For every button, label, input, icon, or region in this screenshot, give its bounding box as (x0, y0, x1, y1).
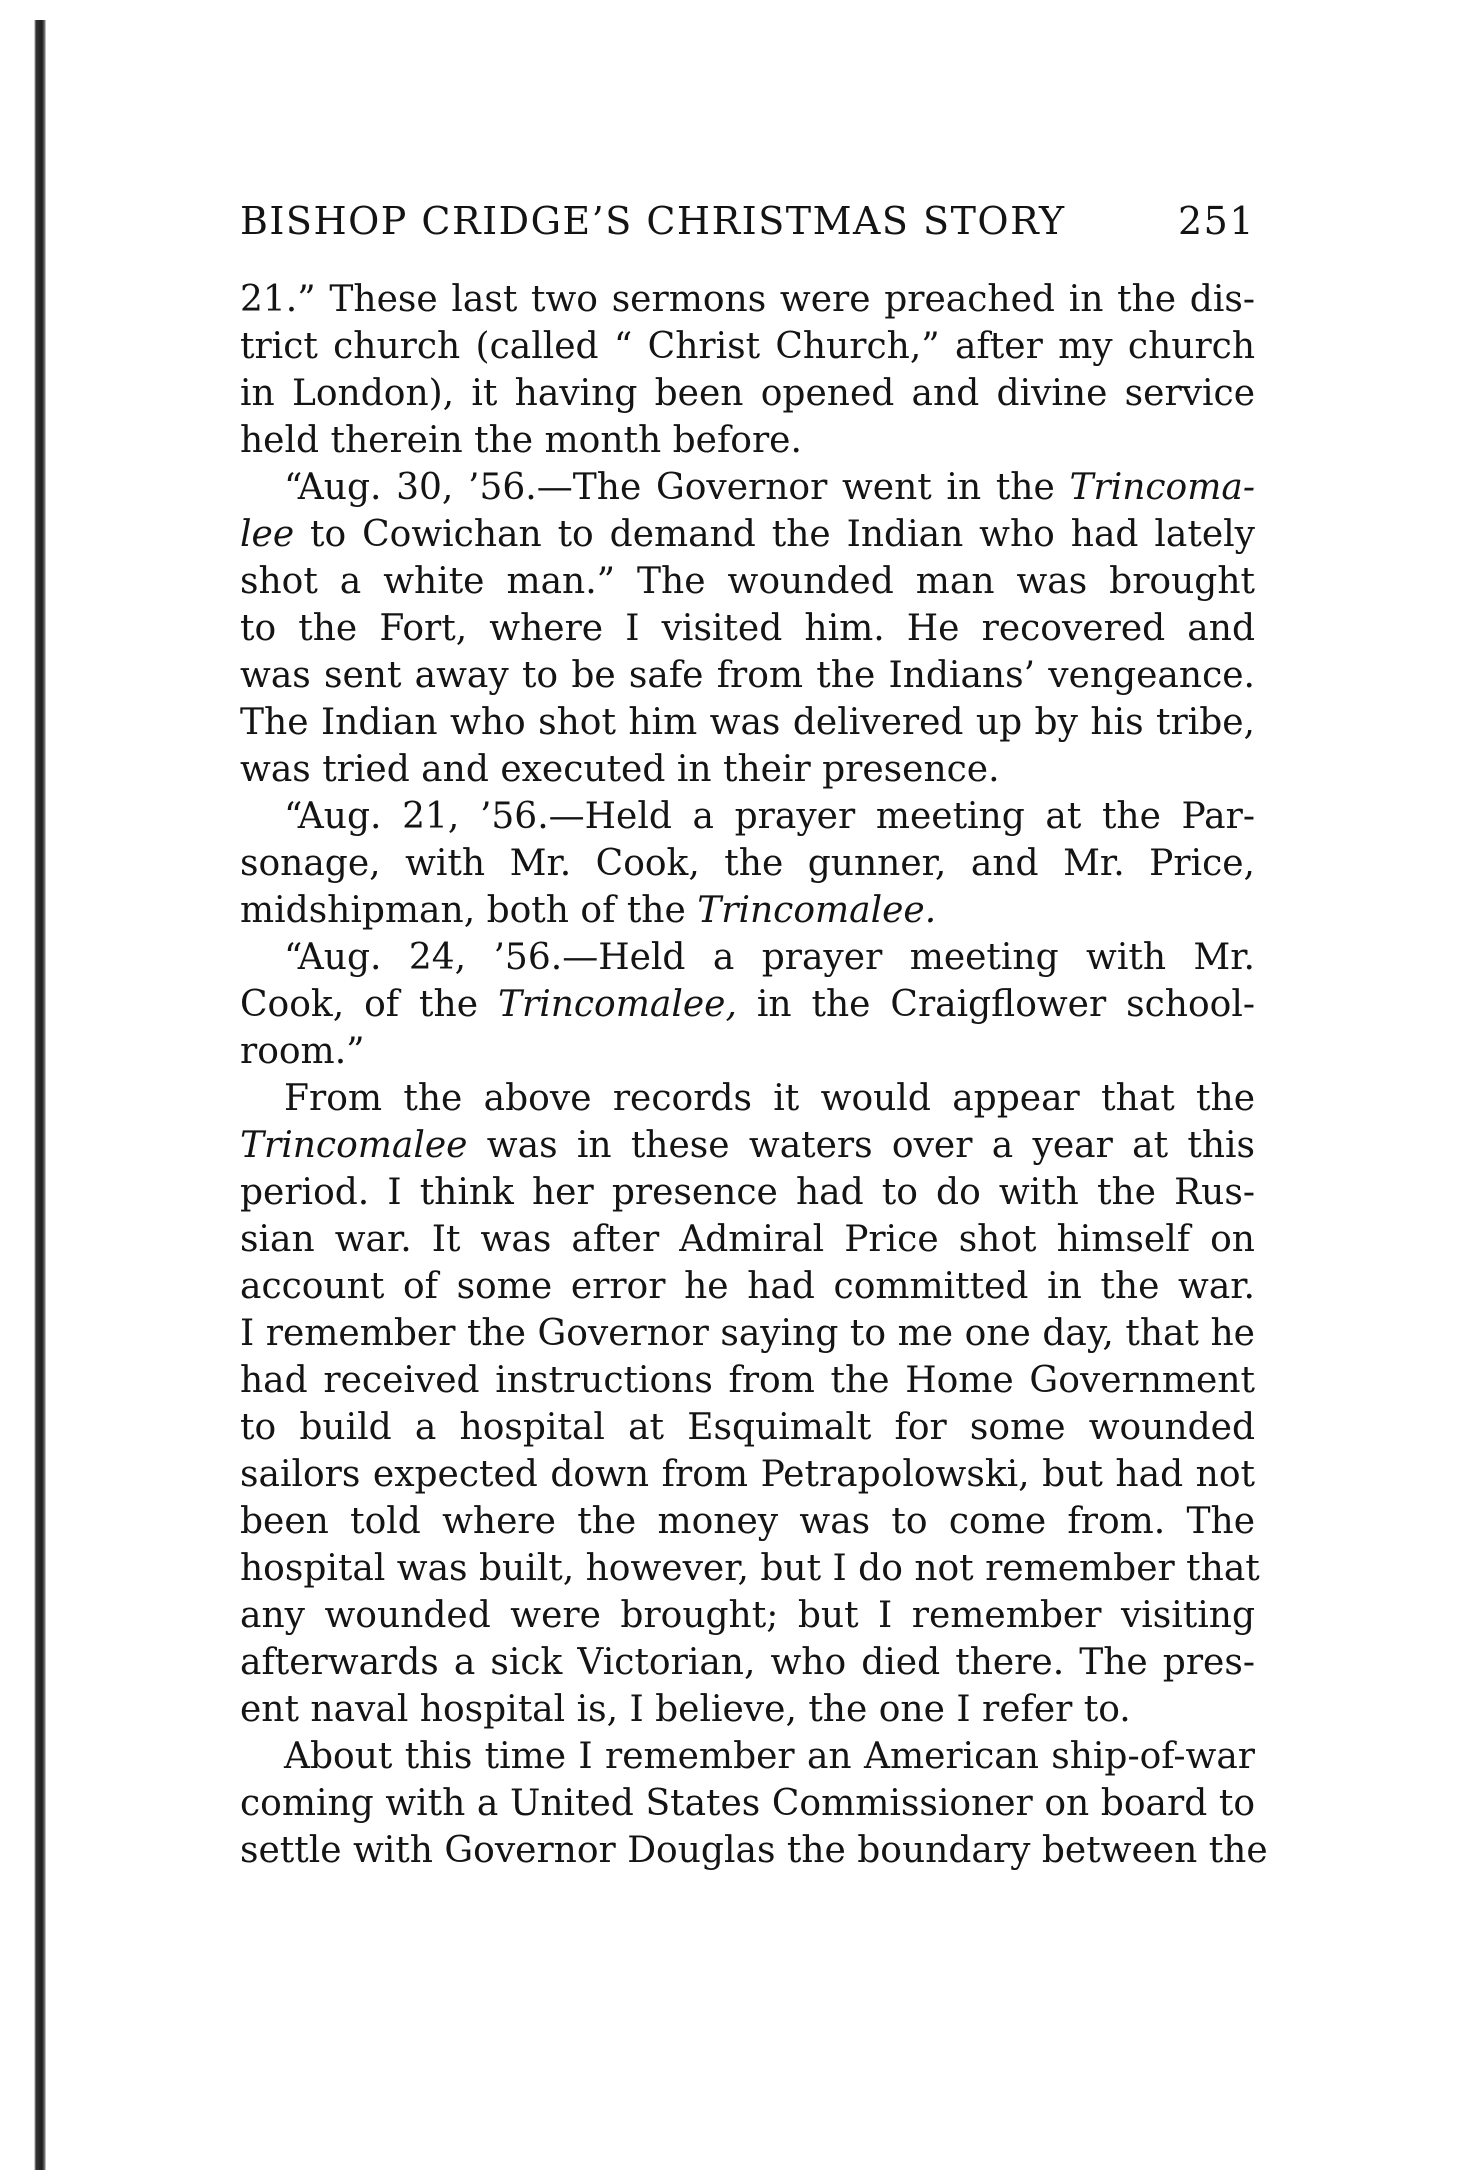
text-line (240, 1592, 1255, 1639)
text-line (240, 1028, 1255, 1075)
text-line (240, 1451, 1255, 1498)
body-text (240, 276, 1268, 1874)
text-line (240, 1169, 1255, 1216)
line-text: coming with a United States Commissioner on board to (240, 1783, 1255, 1824)
text-line (240, 417, 1255, 464)
line-text: trict church (called “ Christ Church,” after my church (240, 326, 1255, 367)
text-line (240, 1827, 1268, 1874)
line-text: any wounded were brought; but I remember visiting (240, 1595, 1255, 1636)
line-text: The Indian who shot him was delivered up by his tribe, (240, 702, 1255, 743)
text-line (240, 1545, 1260, 1592)
italic-ship-name: Trincoma- (1069, 467, 1255, 508)
running-head-title: BISHOP CRIDGE’S CHRISTMAS STORY (240, 199, 1066, 243)
text-line (240, 1075, 1255, 1122)
italic-ship-name: lee (240, 514, 295, 555)
text-line (240, 934, 1255, 981)
text-line (240, 1310, 1255, 1357)
italic-ship-name: Trincomalee (240, 1125, 468, 1166)
text-line (240, 370, 1255, 417)
line-text-tail: in the Craigflower school- (736, 984, 1255, 1025)
line-text: 21.” These last two sermons were preached in the dis- (240, 279, 1255, 320)
line-text: in London), it having been opened and divine service (240, 373, 1255, 414)
text-line (240, 1780, 1255, 1827)
line-text: midshipman, both of the (240, 890, 698, 931)
line-text: settle with Governor Douglas the boundary between the (240, 1830, 1268, 1871)
line-text: “Aug. 24, ’56.—Held a prayer meeting with Mr. (284, 937, 1255, 978)
text-line (240, 511, 1255, 558)
line-text: been told where the money was to come from. The (240, 1501, 1255, 1542)
text-line (240, 464, 1255, 511)
line-text: period. I think her presence had to do with the Rus- (240, 1172, 1255, 1213)
italic-ship-name: Trincomalee, (497, 984, 737, 1025)
text-line (240, 1216, 1255, 1263)
line-text: sailors expected down from Petrapolowski, but had not (240, 1454, 1255, 1495)
line-text: “Aug. 21, ’56.—Held a prayer meeting at the Par- (284, 796, 1255, 837)
line-text: room.” (240, 1031, 365, 1072)
text-line (240, 558, 1255, 605)
italic-ship-name: Trincomalee. (697, 890, 937, 931)
line-text: had received instructions from the Home Government (240, 1360, 1255, 1401)
line-text: to build a hospital at Esquimalt for some wounded (240, 1407, 1255, 1448)
line-text: account of some error he had committed in the war. (240, 1266, 1255, 1307)
text-line (240, 1686, 1255, 1733)
text-line (240, 840, 1255, 887)
line-text: ent naval hospital is, I believe, the one I refer to. (240, 1689, 1131, 1730)
text-line (240, 1357, 1255, 1404)
text-line (240, 981, 1255, 1028)
text-line (240, 323, 1255, 370)
text-line (240, 793, 1255, 840)
line-text: to the Fort, where I visited him. He recovered and (240, 608, 1255, 649)
line-text: sonage, with Mr. Cook, the gunner, and Mr. Price, (240, 843, 1255, 884)
page-number: 251 (1177, 199, 1255, 243)
line-text: was tried and executed in their presence. (240, 749, 1000, 790)
text-line (240, 605, 1255, 652)
running-head (240, 190, 1255, 252)
text-line (240, 652, 1255, 699)
line-text: afterwards a sick Victorian, who died there. The pres- (240, 1642, 1255, 1683)
line-text: shot a white man.” The wounded man was brought (240, 561, 1255, 602)
text-line (240, 699, 1255, 746)
line-text: I remember the Governor saying to me one day, that he (240, 1313, 1255, 1354)
line-text: sian war. It was after Admiral Price shot himself on (240, 1219, 1255, 1260)
book-page (240, 190, 1268, 1874)
text-line (240, 746, 1255, 793)
line-text: “Aug. 30, ’56.—The Governor went in the (284, 467, 1070, 508)
text-line (240, 276, 1255, 323)
text-line (240, 1498, 1255, 1545)
line-text: Cook, of the (240, 984, 498, 1025)
text-line (240, 1639, 1255, 1686)
line-text: was sent away to be safe from the Indians’ vengeance. (240, 655, 1255, 696)
line-text: About this time I remember an American ship-of-war (284, 1736, 1255, 1777)
line-text: hospital was built, however, but I do not remember that (240, 1548, 1260, 1589)
text-line (240, 1263, 1255, 1310)
line-text: was in these waters over a year at this (467, 1125, 1255, 1166)
text-line (240, 1733, 1255, 1780)
scan-binding-edge (0, 20, 46, 2170)
line-text: From the above records it would appear that the (284, 1078, 1255, 1119)
text-line (240, 1404, 1255, 1451)
line-text: to Cowichan to demand the Indian who had lately (294, 514, 1255, 555)
text-line (240, 887, 1255, 934)
text-line (240, 1122, 1255, 1169)
line-text: held therein the month before. (240, 420, 802, 461)
